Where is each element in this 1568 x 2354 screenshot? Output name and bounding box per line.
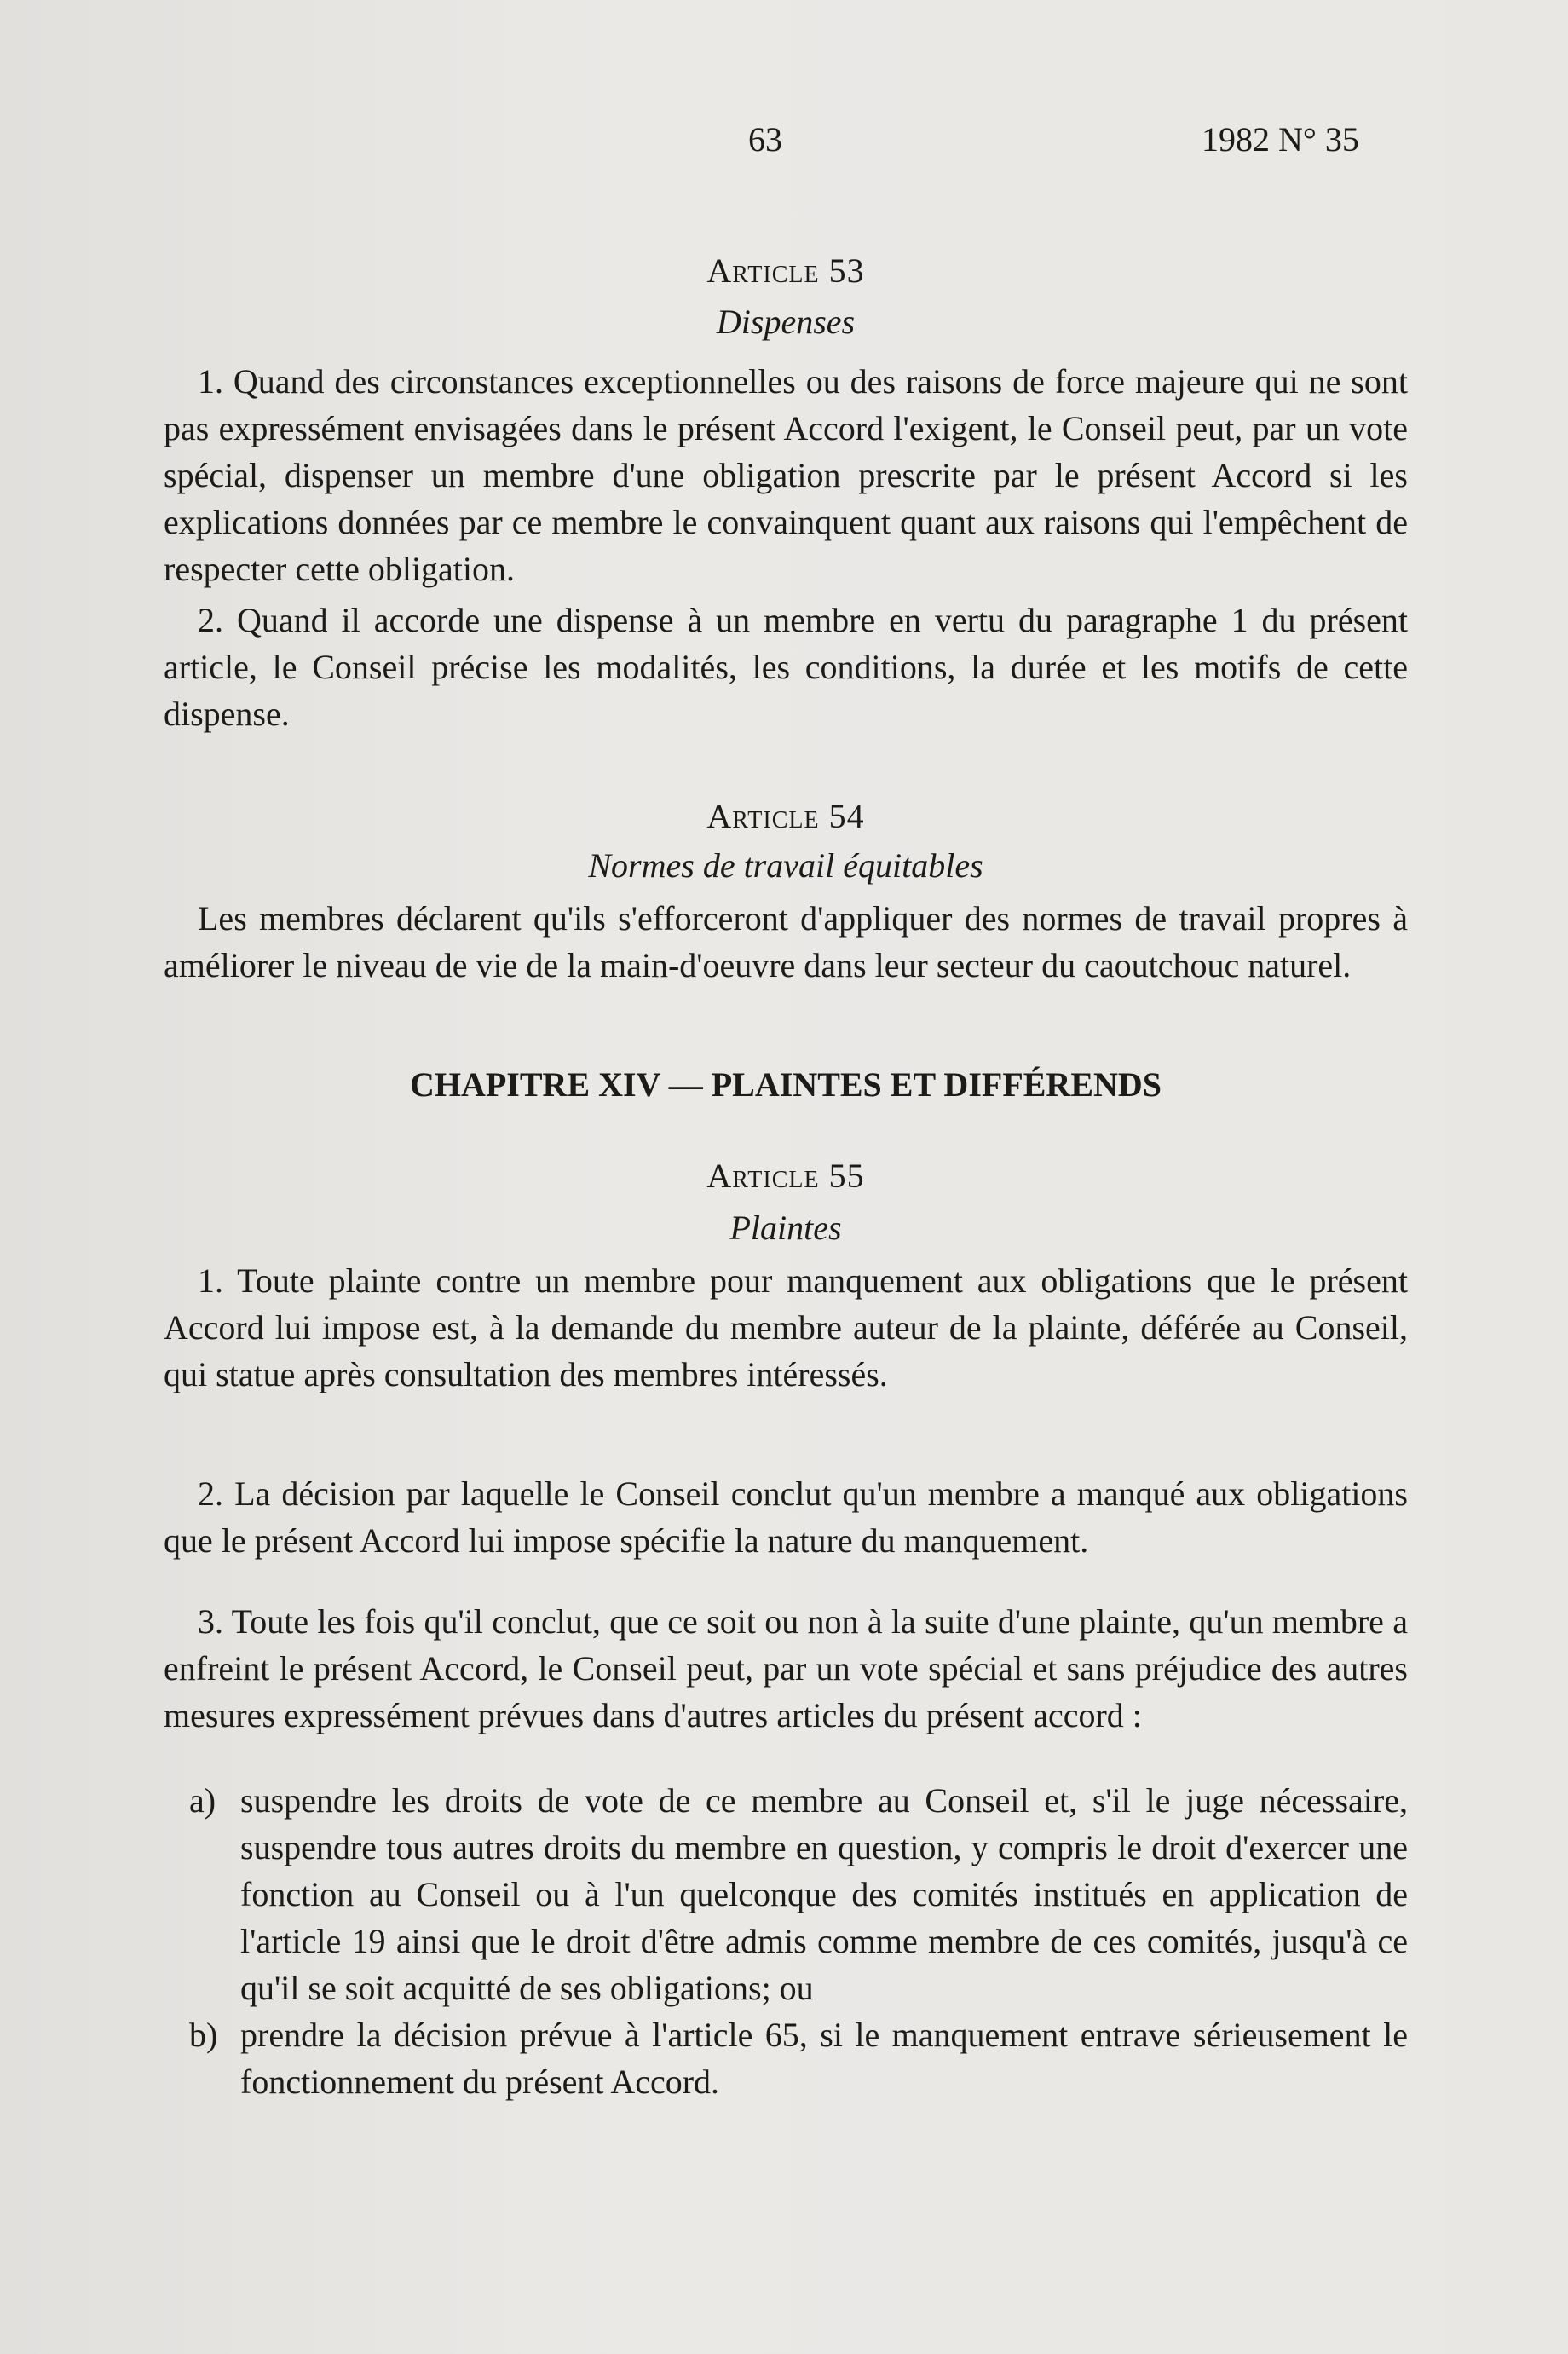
article-54-paragraph: Les membres déclarent qu'ils s'efforceront d'appliquer des normes de travail propres à améliorer le niveau de vie de la main-d'oeuvre dans leur secteur du caoutchouc naturel. [164, 899, 1408, 984]
treaty-reference: 1982 N° 35 [1202, 120, 1359, 159]
chapter-title: CHAPITRE XIV — PLAINTES ET DIFFÉRENDS [409, 1065, 1162, 1104]
article-54-subtitle: Normes de travail équitables [588, 846, 983, 885]
article-54-title: Article 54 [706, 797, 865, 835]
list-item-b [189, 2011, 1408, 2105]
article-55-paragraph-3: 3. Toute les fois qu'il conclut, que ce soit ou non à la suite d'une plainte, qu'un membre a enfreint le présent Accord, le Conseil peut, par un vote spécial et sans préjudice des autres mesures expressément prévues dans d'autres articles du présent accord : [164, 1602, 1408, 1734]
article-55-subtitle: Plaintes [729, 1209, 842, 1247]
article-55-paragraph-2: 2. La décision par laquelle le Conseil conclut qu'un membre a manqué aux obligations que le présent Accord lui impose spécifie la nature du manquement. [164, 1474, 1408, 1560]
list-item-text: suspendre les droits de vote de ce membre au Conseil et, s'il le juge nécessaire, suspendre tous autres droits du membre en question, y compris le droit d'exercer une fonction au Conseil ou à l'un quelconque des comités institués en application de l'article 19 ainsi que le droit d'être admis comme membre de ces comités, jusqu'à ce qu'il se soit acquitté de ses obligations; ou [240, 1781, 1408, 2007]
list-item-text: prendre la décision prévue à l'article 65, si le manquement entrave sérieusement le fonctionnement du présent Accord. [240, 2016, 1408, 2101]
list-item-label: b) [189, 2016, 218, 2054]
article-53-paragraph-1: 1. Quand des circonstances exceptionnelles ou des raisons de force majeure qui ne sont pas expressément envisagées dans le présent Accord l'exigent, le Conseil peut, par un vote spécial, dispenser un membre d'une obligation prescrite par le présent Accord si les explications données par ce membre le convainquent quant aux raisons qui l'empêchent de respecter cette obligation. [164, 362, 1408, 588]
article-53-subtitle: Dispenses [716, 303, 856, 341]
list-item-a [189, 1777, 1408, 2011]
page-number: 63 [748, 120, 782, 159]
article-55-paragraph-1: 1. Toute plainte contre un membre pour manquement aux obligations que le présent Accord lui impose est, à la demande du membre auteur de la plainte, déférée au Conseil, qui statue après consultation des membres intéressés. [164, 1261, 1408, 1393]
list-item-label: a) [189, 1781, 216, 1820]
article-53-title: Article 53 [706, 251, 865, 290]
article-55-title: Article 55 [706, 1157, 865, 1195]
article-53-paragraph-2: 2. Quand il accorde une dispense à un membre en vertu du paragraphe 1 du présent article, le Conseil précise les modalités, les conditions, la durée et les motifs de cette dispense. [164, 601, 1408, 733]
